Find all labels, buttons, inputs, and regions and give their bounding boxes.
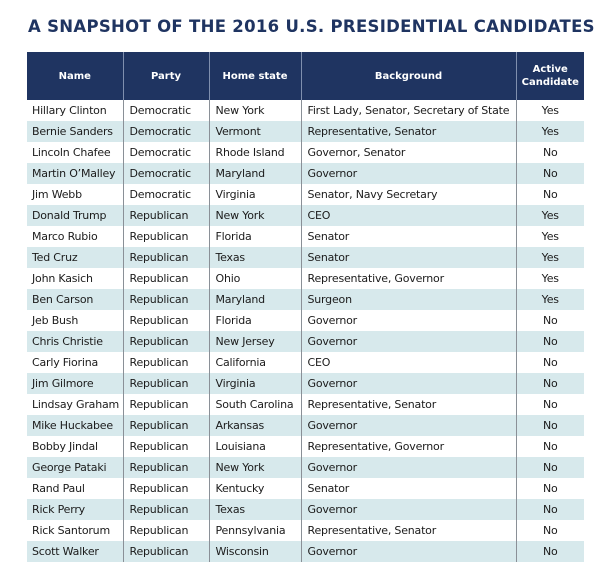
cell-name: Bernie Sanders	[27, 121, 123, 142]
column-header-name: Name	[27, 52, 123, 100]
page-title: A SNAPSHOT OF THE 2016 U.S. PRESIDENTIAL CANDIDATES	[28, 17, 595, 36]
cell-active-candidate: No	[516, 373, 584, 394]
cell-name: Bobby Jindal	[27, 436, 123, 457]
cell-name: Jim Gilmore	[27, 373, 123, 394]
column-header-active-candidate: Active Candidate	[516, 52, 584, 100]
cell-name: Donald Trump	[27, 205, 123, 226]
cell-background: Representative, Senator	[301, 121, 516, 142]
cell-name: Carly Fiorina	[27, 352, 123, 373]
table-row	[27, 289, 584, 310]
cell-party: Republican	[123, 226, 209, 247]
cell-home-state: Virginia	[209, 184, 301, 205]
cell-home-state: California	[209, 352, 301, 373]
cell-name: Chris Christie	[27, 331, 123, 352]
cell-name: Hillary Clinton	[27, 100, 123, 121]
cell-name: Jim Webb	[27, 184, 123, 205]
cell-party: Republican	[123, 310, 209, 331]
column-header-home-state: Home state	[209, 52, 301, 100]
cell-name: Ben Carson	[27, 289, 123, 310]
cell-background: Governor	[301, 457, 516, 478]
table-row	[27, 499, 584, 520]
cell-active-candidate: No	[516, 352, 584, 373]
cell-background: Senator	[301, 226, 516, 247]
table-row	[27, 394, 584, 415]
cell-name: Ted Cruz	[27, 247, 123, 268]
cell-name: Jeb Bush	[27, 310, 123, 331]
cell-active-candidate: No	[516, 415, 584, 436]
cell-home-state: Ohio	[209, 268, 301, 289]
table-row	[27, 541, 584, 562]
cell-name: Rick Perry	[27, 499, 123, 520]
cell-home-state: South Carolina	[209, 394, 301, 415]
cell-party: Republican	[123, 352, 209, 373]
cell-home-state: Florida	[209, 310, 301, 331]
cell-active-candidate: Yes	[516, 247, 584, 268]
cell-active-candidate: No	[516, 499, 584, 520]
cell-background: Representative, Senator	[301, 520, 516, 541]
table-row	[27, 478, 584, 499]
cell-background: Representative, Governor	[301, 436, 516, 457]
cell-party: Republican	[123, 205, 209, 226]
table-row	[27, 415, 584, 436]
table-row	[27, 142, 584, 163]
cell-home-state: New York	[209, 457, 301, 478]
cell-active-candidate: No	[516, 142, 584, 163]
cell-home-state: Vermont	[209, 121, 301, 142]
cell-home-state: Louisiana	[209, 436, 301, 457]
cell-active-candidate: Yes	[516, 121, 584, 142]
table-row	[27, 457, 584, 478]
cell-background: Senator, Navy Secretary	[301, 184, 516, 205]
cell-party: Democratic	[123, 100, 209, 121]
cell-home-state: New York	[209, 100, 301, 121]
cell-active-candidate: No	[516, 478, 584, 499]
table-row	[27, 352, 584, 373]
cell-background: Governor	[301, 541, 516, 562]
table-row	[27, 226, 584, 247]
table-row	[27, 268, 584, 289]
cell-active-candidate: Yes	[516, 226, 584, 247]
column-header-party: Party	[123, 52, 209, 100]
cell-party: Republican	[123, 268, 209, 289]
cell-active-candidate: Yes	[516, 289, 584, 310]
candidates-table	[27, 52, 584, 562]
table-row	[27, 310, 584, 331]
table-body	[27, 100, 584, 562]
table-row	[27, 184, 584, 205]
cell-background: Governor	[301, 163, 516, 184]
cell-party: Republican	[123, 373, 209, 394]
cell-background: Governor	[301, 373, 516, 394]
cell-party: Republican	[123, 499, 209, 520]
cell-party: Republican	[123, 289, 209, 310]
cell-active-candidate: No	[516, 541, 584, 562]
cell-background: Senator	[301, 478, 516, 499]
cell-background: CEO	[301, 205, 516, 226]
cell-active-candidate: No	[516, 310, 584, 331]
cell-background: Surgeon	[301, 289, 516, 310]
cell-active-candidate: Yes	[516, 205, 584, 226]
cell-home-state: Texas	[209, 247, 301, 268]
cell-background: Governor	[301, 310, 516, 331]
cell-name: Mike Huckabee	[27, 415, 123, 436]
table-row	[27, 100, 584, 121]
cell-home-state: Maryland	[209, 163, 301, 184]
cell-home-state: Virginia	[209, 373, 301, 394]
cell-home-state: Maryland	[209, 289, 301, 310]
cell-party: Republican	[123, 331, 209, 352]
cell-name: Lindsay Graham	[27, 394, 123, 415]
cell-active-candidate: No	[516, 331, 584, 352]
cell-name: Rick Santorum	[27, 520, 123, 541]
cell-home-state: Pennsylvania	[209, 520, 301, 541]
table-header-row	[27, 52, 584, 100]
cell-name: George Pataki	[27, 457, 123, 478]
cell-background: Governor, Senator	[301, 142, 516, 163]
cell-party: Republican	[123, 247, 209, 268]
cell-party: Democratic	[123, 163, 209, 184]
table-row	[27, 331, 584, 352]
cell-party: Republican	[123, 478, 209, 499]
cell-party: Republican	[123, 520, 209, 541]
cell-name: Rand Paul	[27, 478, 123, 499]
cell-party: Republican	[123, 415, 209, 436]
cell-home-state: New York	[209, 205, 301, 226]
cell-name: Scott Walker	[27, 541, 123, 562]
cell-background: Governor	[301, 499, 516, 520]
cell-background: Representative, Governor	[301, 268, 516, 289]
table-row	[27, 247, 584, 268]
cell-home-state: Wisconsin	[209, 541, 301, 562]
cell-home-state: Texas	[209, 499, 301, 520]
table-row	[27, 520, 584, 541]
cell-name: John Kasich	[27, 268, 123, 289]
cell-background: Governor	[301, 415, 516, 436]
cell-home-state: Florida	[209, 226, 301, 247]
cell-home-state: Kentucky	[209, 478, 301, 499]
cell-home-state: Arkansas	[209, 415, 301, 436]
table-row	[27, 205, 584, 226]
cell-active-candidate: No	[516, 436, 584, 457]
cell-background: First Lady, Senator, Secretary of State	[301, 100, 516, 121]
cell-party: Republican	[123, 394, 209, 415]
cell-background: Representative, Senator	[301, 394, 516, 415]
cell-home-state: Rhode Island	[209, 142, 301, 163]
table-row	[27, 163, 584, 184]
cell-active-candidate: Yes	[516, 100, 584, 121]
cell-name: Martin O’Malley	[27, 163, 123, 184]
cell-party: Republican	[123, 457, 209, 478]
cell-active-candidate: No	[516, 163, 584, 184]
table-row	[27, 436, 584, 457]
cell-party: Republican	[123, 436, 209, 457]
table-row	[27, 121, 584, 142]
cell-background: Senator	[301, 247, 516, 268]
cell-name: Marco Rubio	[27, 226, 123, 247]
cell-party: Democratic	[123, 121, 209, 142]
cell-party: Democratic	[123, 142, 209, 163]
cell-party: Democratic	[123, 184, 209, 205]
cell-background: Governor	[301, 331, 516, 352]
table-row	[27, 373, 584, 394]
cell-active-candidate: No	[516, 520, 584, 541]
cell-home-state: New Jersey	[209, 331, 301, 352]
cell-active-candidate: Yes	[516, 268, 584, 289]
cell-party: Republican	[123, 541, 209, 562]
cell-background: CEO	[301, 352, 516, 373]
cell-active-candidate: No	[516, 394, 584, 415]
cell-active-candidate: No	[516, 184, 584, 205]
cell-name: Lincoln Chafee	[27, 142, 123, 163]
cell-active-candidate: No	[516, 457, 584, 478]
column-header-background: Background	[301, 52, 516, 100]
